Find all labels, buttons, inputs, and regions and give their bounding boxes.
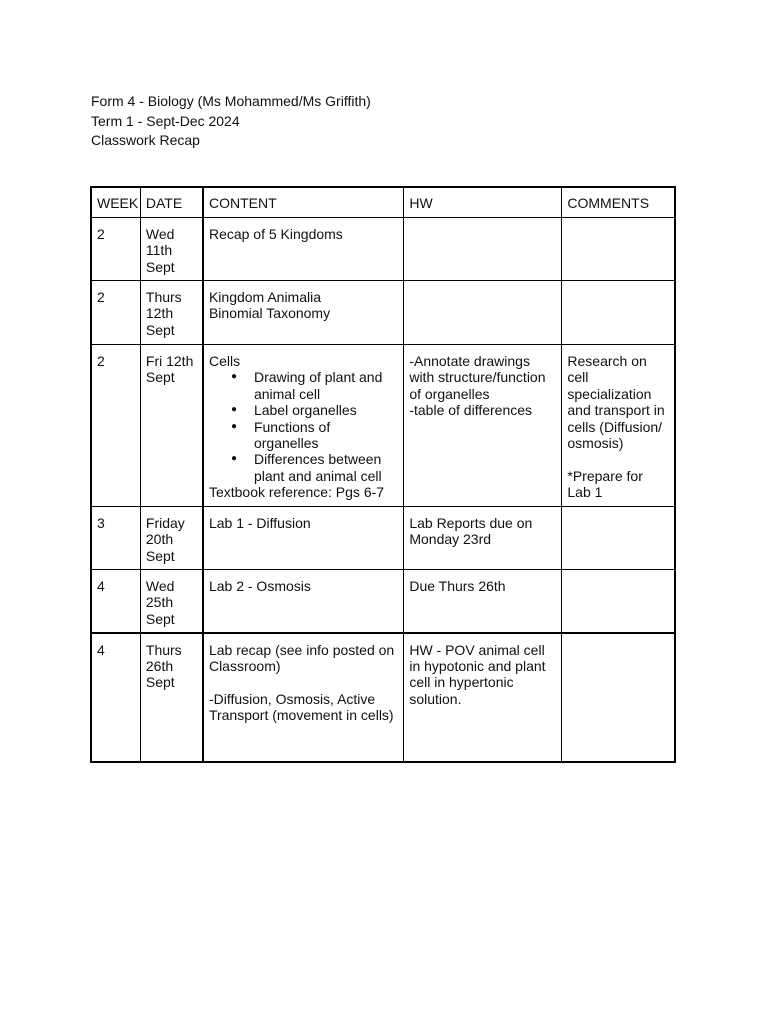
- content-cell: [203, 345, 404, 507]
- column-header-comments: COMMENTS: [562, 187, 675, 218]
- course-title: Form 4 - Biology (Ms Mohammed/Ms Griffith): [91, 93, 371, 109]
- date-cell: Wed 25th Sept: [140, 570, 203, 633]
- hw-cell: [404, 218, 562, 281]
- content-title: Cells: [208, 353, 241, 369]
- table-row: [91, 281, 675, 345]
- term-label: Term 1 - Sept-Dec 2024: [91, 112, 240, 129]
- hw-cell: [404, 281, 562, 345]
- column-header-date: DATE: [140, 187, 203, 218]
- list-item: ● Drawing of plant and animal cell: [254, 369, 398, 402]
- date-cell: Wed 11th Sept: [140, 218, 203, 281]
- comments-cell: [562, 218, 675, 281]
- comments-cell: [562, 281, 675, 345]
- week-cell: 4: [91, 570, 140, 633]
- table-row: [91, 633, 675, 762]
- comments-cell: [562, 507, 675, 570]
- week-cell: 2: [91, 345, 140, 507]
- week-cell: 2: [91, 281, 140, 345]
- content-cell: Recap of 5 Kingdoms: [203, 218, 404, 281]
- hw-cell: Lab Reports due on Monday 23rd: [404, 507, 562, 570]
- date-cell: Thurs 26th Sept: [140, 633, 203, 762]
- content-cell: Lab 1 - Diffusion: [203, 507, 404, 570]
- textbook-reference: Textbook reference: Pgs 6-7: [208, 484, 385, 501]
- date-cell: Fri 12th Sept: [140, 345, 203, 507]
- column-header-week: WEEK: [91, 187, 140, 218]
- list-item: ● Functions of organelles: [254, 419, 398, 452]
- comments-cell: Research on cell specialization and transport in cells (Diffusion/ osmosis) *Prepare for Lab 1: [562, 345, 675, 507]
- document-header: [91, 92, 371, 151]
- date-cell: Thurs 12th Sept: [140, 281, 203, 345]
- comments-cell: [562, 570, 675, 633]
- column-header-hw: HW: [404, 187, 562, 218]
- table-row: [91, 218, 675, 281]
- content-bullet-list: [209, 369, 398, 484]
- week-cell: 2: [91, 218, 140, 281]
- hw-cell: Due Thurs 26th: [404, 570, 562, 633]
- content-cell: Lab recap (see info posted on Classroom) -Diffusion, Osmosis, Active Transport (movement in cells): [203, 633, 404, 762]
- table-row: [91, 570, 675, 633]
- column-header-content: CONTENT: [203, 187, 404, 218]
- comments-cell: [562, 633, 675, 762]
- table-row: [91, 345, 675, 507]
- list-item: ● Label organelles: [254, 402, 398, 418]
- hw-cell: HW - POV animal cell in hypotonic and plant cell in hypertonic solution.: [404, 633, 562, 762]
- content-cell: Lab 2 - Osmosis: [203, 570, 404, 633]
- hw-cell: -Annotate drawings with structure/function of organelles -table of differences: [404, 345, 562, 507]
- table-row: [91, 507, 675, 570]
- classwork-recap-table: [90, 186, 676, 763]
- table-header-row: [91, 187, 675, 218]
- section-title: Classwork Recap: [91, 132, 200, 148]
- list-item: ● Differences between plant and animal cell: [254, 451, 398, 484]
- week-cell: 3: [91, 507, 140, 570]
- content-cell: Kingdom Animalia Binomial Taxonomy: [203, 281, 404, 345]
- week-cell: 4: [91, 633, 140, 762]
- date-cell: Friday 20th Sept: [140, 507, 203, 570]
